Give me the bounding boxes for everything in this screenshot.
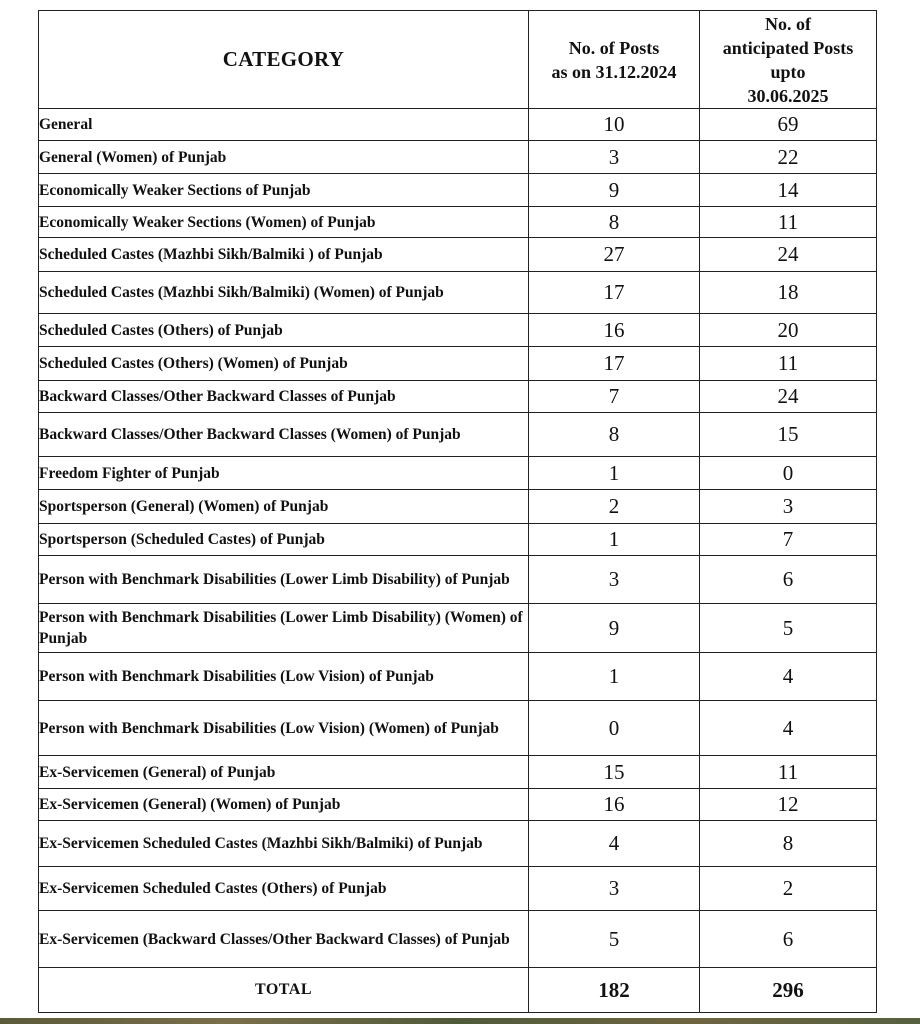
posts-cell: 3 xyxy=(529,556,700,604)
header-anticipated-line: No. of xyxy=(765,13,811,34)
total-anticipated: 296 xyxy=(700,968,877,1013)
anticipated-cell: 11 xyxy=(700,207,877,238)
anticipated-cell: 6 xyxy=(700,556,877,604)
anticipated-cell: 69 xyxy=(700,109,877,141)
table-row xyxy=(39,381,877,413)
anticipated-cell: 0 xyxy=(700,457,877,490)
anticipated-cell: 15 xyxy=(700,413,877,457)
table-row xyxy=(39,314,877,347)
posts-cell: 15 xyxy=(529,756,700,789)
table-row xyxy=(39,756,877,789)
posts-cell: 27 xyxy=(529,238,700,272)
category-cell: Freedom Fighter of Punjab xyxy=(39,457,529,490)
total-row xyxy=(39,968,877,1013)
table-row xyxy=(39,821,877,867)
anticipated-cell: 11 xyxy=(700,756,877,789)
total-posts: 182 xyxy=(529,968,700,1013)
category-cell: Backward Classes/Other Backward Classes (Women) of Punjab xyxy=(39,413,529,457)
posts-cell: 8 xyxy=(529,413,700,457)
posts-cell: 3 xyxy=(529,867,700,911)
anticipated-cell: 12 xyxy=(700,789,877,821)
table-footer xyxy=(39,968,877,1013)
table-row xyxy=(39,413,877,457)
header-anticipated-line: anticipated Posts xyxy=(722,37,854,58)
category-cell: Economically Weaker Sections of Punjab xyxy=(39,174,529,207)
anticipated-cell: 2 xyxy=(700,867,877,911)
header-category: CATEGORY xyxy=(39,11,529,109)
posts-cell: 16 xyxy=(529,314,700,347)
table-row xyxy=(39,109,877,141)
category-cell: Sportsperson (General) (Women) of Punjab xyxy=(39,490,529,524)
posts-cell: 17 xyxy=(529,347,700,381)
table-row xyxy=(39,524,877,556)
posts-table xyxy=(38,10,877,1013)
posts-cell: 5 xyxy=(529,911,700,968)
posts-cell: 4 xyxy=(529,821,700,867)
header-posts-line: as on 31.12.2024 xyxy=(551,61,677,82)
header-anticipated-line: 30.06.2025 xyxy=(747,85,829,106)
table-header xyxy=(39,11,877,109)
anticipated-cell: 11 xyxy=(700,347,877,381)
header-anticipated-line: upto xyxy=(770,61,806,82)
posts-cell: 1 xyxy=(529,524,700,556)
anticipated-cell: 5 xyxy=(700,604,877,653)
anticipated-cell: 6 xyxy=(700,911,877,968)
table-row xyxy=(39,604,877,653)
category-cell: Backward Classes/Other Backward Classes of Punjab xyxy=(39,381,529,413)
table-row xyxy=(39,789,877,821)
header-anticipated xyxy=(700,11,877,109)
category-cell: Person with Benchmark Disabilities (Lower Limb Disability) of Punjab xyxy=(39,556,529,604)
table-row xyxy=(39,490,877,524)
anticipated-cell: 20 xyxy=(700,314,877,347)
table-row xyxy=(39,911,877,968)
category-cell: Person with Benchmark Disabilities (Lower Limb Disability) (Women) of Punjab xyxy=(39,604,529,653)
background-strip xyxy=(0,1018,920,1024)
category-cell: Scheduled Castes (Others) of Punjab xyxy=(39,314,529,347)
posts-cell: 3 xyxy=(529,141,700,174)
anticipated-cell: 22 xyxy=(700,141,877,174)
anticipated-cell: 7 xyxy=(700,524,877,556)
posts-cell: 1 xyxy=(529,457,700,490)
table-body xyxy=(39,109,877,968)
anticipated-cell: 24 xyxy=(700,238,877,272)
anticipated-cell: 3 xyxy=(700,490,877,524)
table-row xyxy=(39,556,877,604)
table-row xyxy=(39,238,877,272)
anticipated-cell: 14 xyxy=(700,174,877,207)
anticipated-cell: 18 xyxy=(700,272,877,314)
table-row xyxy=(39,653,877,701)
header-posts-line: No. of Posts xyxy=(568,37,660,58)
posts-cell: 9 xyxy=(529,174,700,207)
posts-cell: 9 xyxy=(529,604,700,653)
anticipated-cell: 4 xyxy=(700,701,877,756)
category-cell: Economically Weaker Sections (Women) of Punjab xyxy=(39,207,529,238)
category-cell: Person with Benchmark Disabilities (Low Vision) of Punjab xyxy=(39,653,529,701)
table-row xyxy=(39,457,877,490)
posts-cell: 8 xyxy=(529,207,700,238)
category-cell: Ex-Servicemen (Backward Classes/Other Backward Classes) of Punjab xyxy=(39,911,529,968)
posts-cell: 7 xyxy=(529,381,700,413)
category-cell: Ex-Servicemen Scheduled Castes (Mazhbi Sikh/Balmiki) of Punjab xyxy=(39,821,529,867)
table-row xyxy=(39,174,877,207)
posts-cell: 1 xyxy=(529,653,700,701)
anticipated-cell: 8 xyxy=(700,821,877,867)
category-cell: General xyxy=(39,109,529,141)
total-label: TOTAL xyxy=(39,968,529,1013)
category-cell: Scheduled Castes (Others) (Women) of Punjab xyxy=(39,347,529,381)
posts-cell: 17 xyxy=(529,272,700,314)
category-cell: Scheduled Castes (Mazhbi Sikh/Balmiki ) of Punjab xyxy=(39,238,529,272)
anticipated-cell: 24 xyxy=(700,381,877,413)
header-posts xyxy=(529,11,700,109)
table-row xyxy=(39,347,877,381)
category-cell: General (Women) of Punjab xyxy=(39,141,529,174)
posts-cell: 16 xyxy=(529,789,700,821)
table-row xyxy=(39,141,877,174)
table-row xyxy=(39,701,877,756)
posts-cell: 10 xyxy=(529,109,700,141)
category-cell: Ex-Servicemen Scheduled Castes (Others) of Punjab xyxy=(39,867,529,911)
category-cell: Sportsperson (Scheduled Castes) of Punjab xyxy=(39,524,529,556)
table-row xyxy=(39,867,877,911)
anticipated-cell: 4 xyxy=(700,653,877,701)
category-cell: Ex-Servicemen (General) of Punjab xyxy=(39,756,529,789)
posts-cell: 0 xyxy=(529,701,700,756)
table-row xyxy=(39,272,877,314)
category-cell: Scheduled Castes (Mazhbi Sikh/Balmiki) (Women) of Punjab xyxy=(39,272,529,314)
table-row xyxy=(39,207,877,238)
category-cell: Ex-Servicemen (General) (Women) of Punjab xyxy=(39,789,529,821)
category-cell: Person with Benchmark Disabilities (Low Vision) (Women) of Punjab xyxy=(39,701,529,756)
posts-cell: 2 xyxy=(529,490,700,524)
